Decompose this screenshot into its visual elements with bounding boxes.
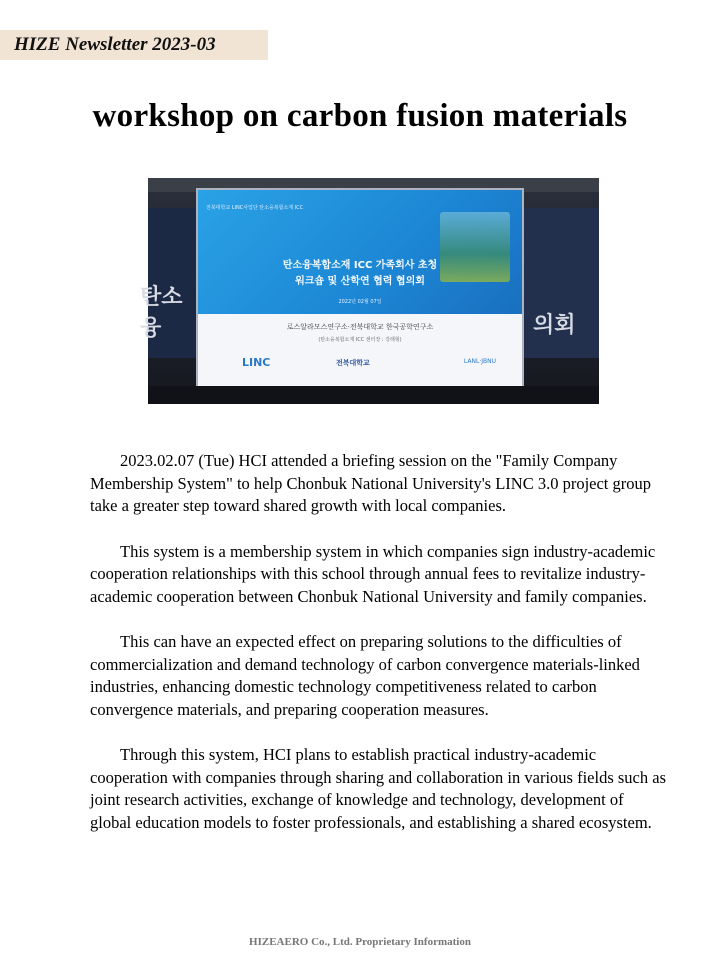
slide-title-line-1: 탄소융복합소재 ICC 가족회사 초청 [282, 260, 438, 271]
wall-banner-right-text: 의회 [533, 313, 576, 338]
photo-wall-banner-right [521, 208, 599, 358]
linc-logo: LINC [242, 356, 271, 369]
university-logo: 전북대학교 [336, 359, 370, 367]
workshop-photo [140, 178, 599, 404]
slide-topline: 전북대학교 LINC사업단 탄소융복합소재 ICC [206, 205, 304, 211]
article-paragraph: This can have an expected effect on preparing solutions to the difficulties of commercialization and demand technology of carbon convergence materials-linked industries, enhancing domestic technology competitiveness related to carbon convergence materials, and preparing cooperation measures. [90, 632, 640, 719]
slide-title-line-2: 워크숍 및 산학연 협력 협의회 [295, 276, 425, 287]
newsletter-tag: HIZE Newsletter 2023-03 [0, 30, 268, 60]
lanl-jbnu-logo: LANL·JBNU [463, 358, 496, 365]
slide-date: 2022년 02월 07일 [338, 299, 382, 305]
photo-floor [148, 386, 599, 404]
article-paragraph: 2023.02.07 (Tue) HCI attended a briefing session on the "Family Company Membership System" to help Chonbuk National University's LINC 3.0 project group take a greater step toward shared growth with local companies. [90, 451, 652, 515]
slide-organizations: 로스알라모스연구소·전북대학교 한국공학연구소 [286, 323, 434, 331]
slide-organizations-sub: (탄소융복합소재 ICC 센터장 : 강래형) [318, 337, 402, 343]
article-body [90, 450, 668, 857]
footer-proprietary-notice: HIZEAERO Co., Ltd. Proprietary Information [249, 936, 471, 948]
article-paragraph: This system is a membership system in which companies sign industry-academic cooperation relationships with this school through annual fees to revitalize industry-academic cooperation between Chonbuk National University and family companies. [90, 541, 656, 606]
article-title: workshop on carbon fusion materials [92, 98, 628, 134]
article-paragraph: Through this system, HCI plans to establish practical industry-academic cooperation with companies through sharing and collaboration in various fields such as joint research activities, exchange of knowledge and technology, development of global education models to foster professionals, and establishing a shared ecosystem. [90, 745, 666, 832]
projector-screen [196, 188, 524, 388]
wall-banner-left-text: 탄소융 [140, 285, 183, 341]
photo-wall-banner-left [140, 208, 196, 358]
